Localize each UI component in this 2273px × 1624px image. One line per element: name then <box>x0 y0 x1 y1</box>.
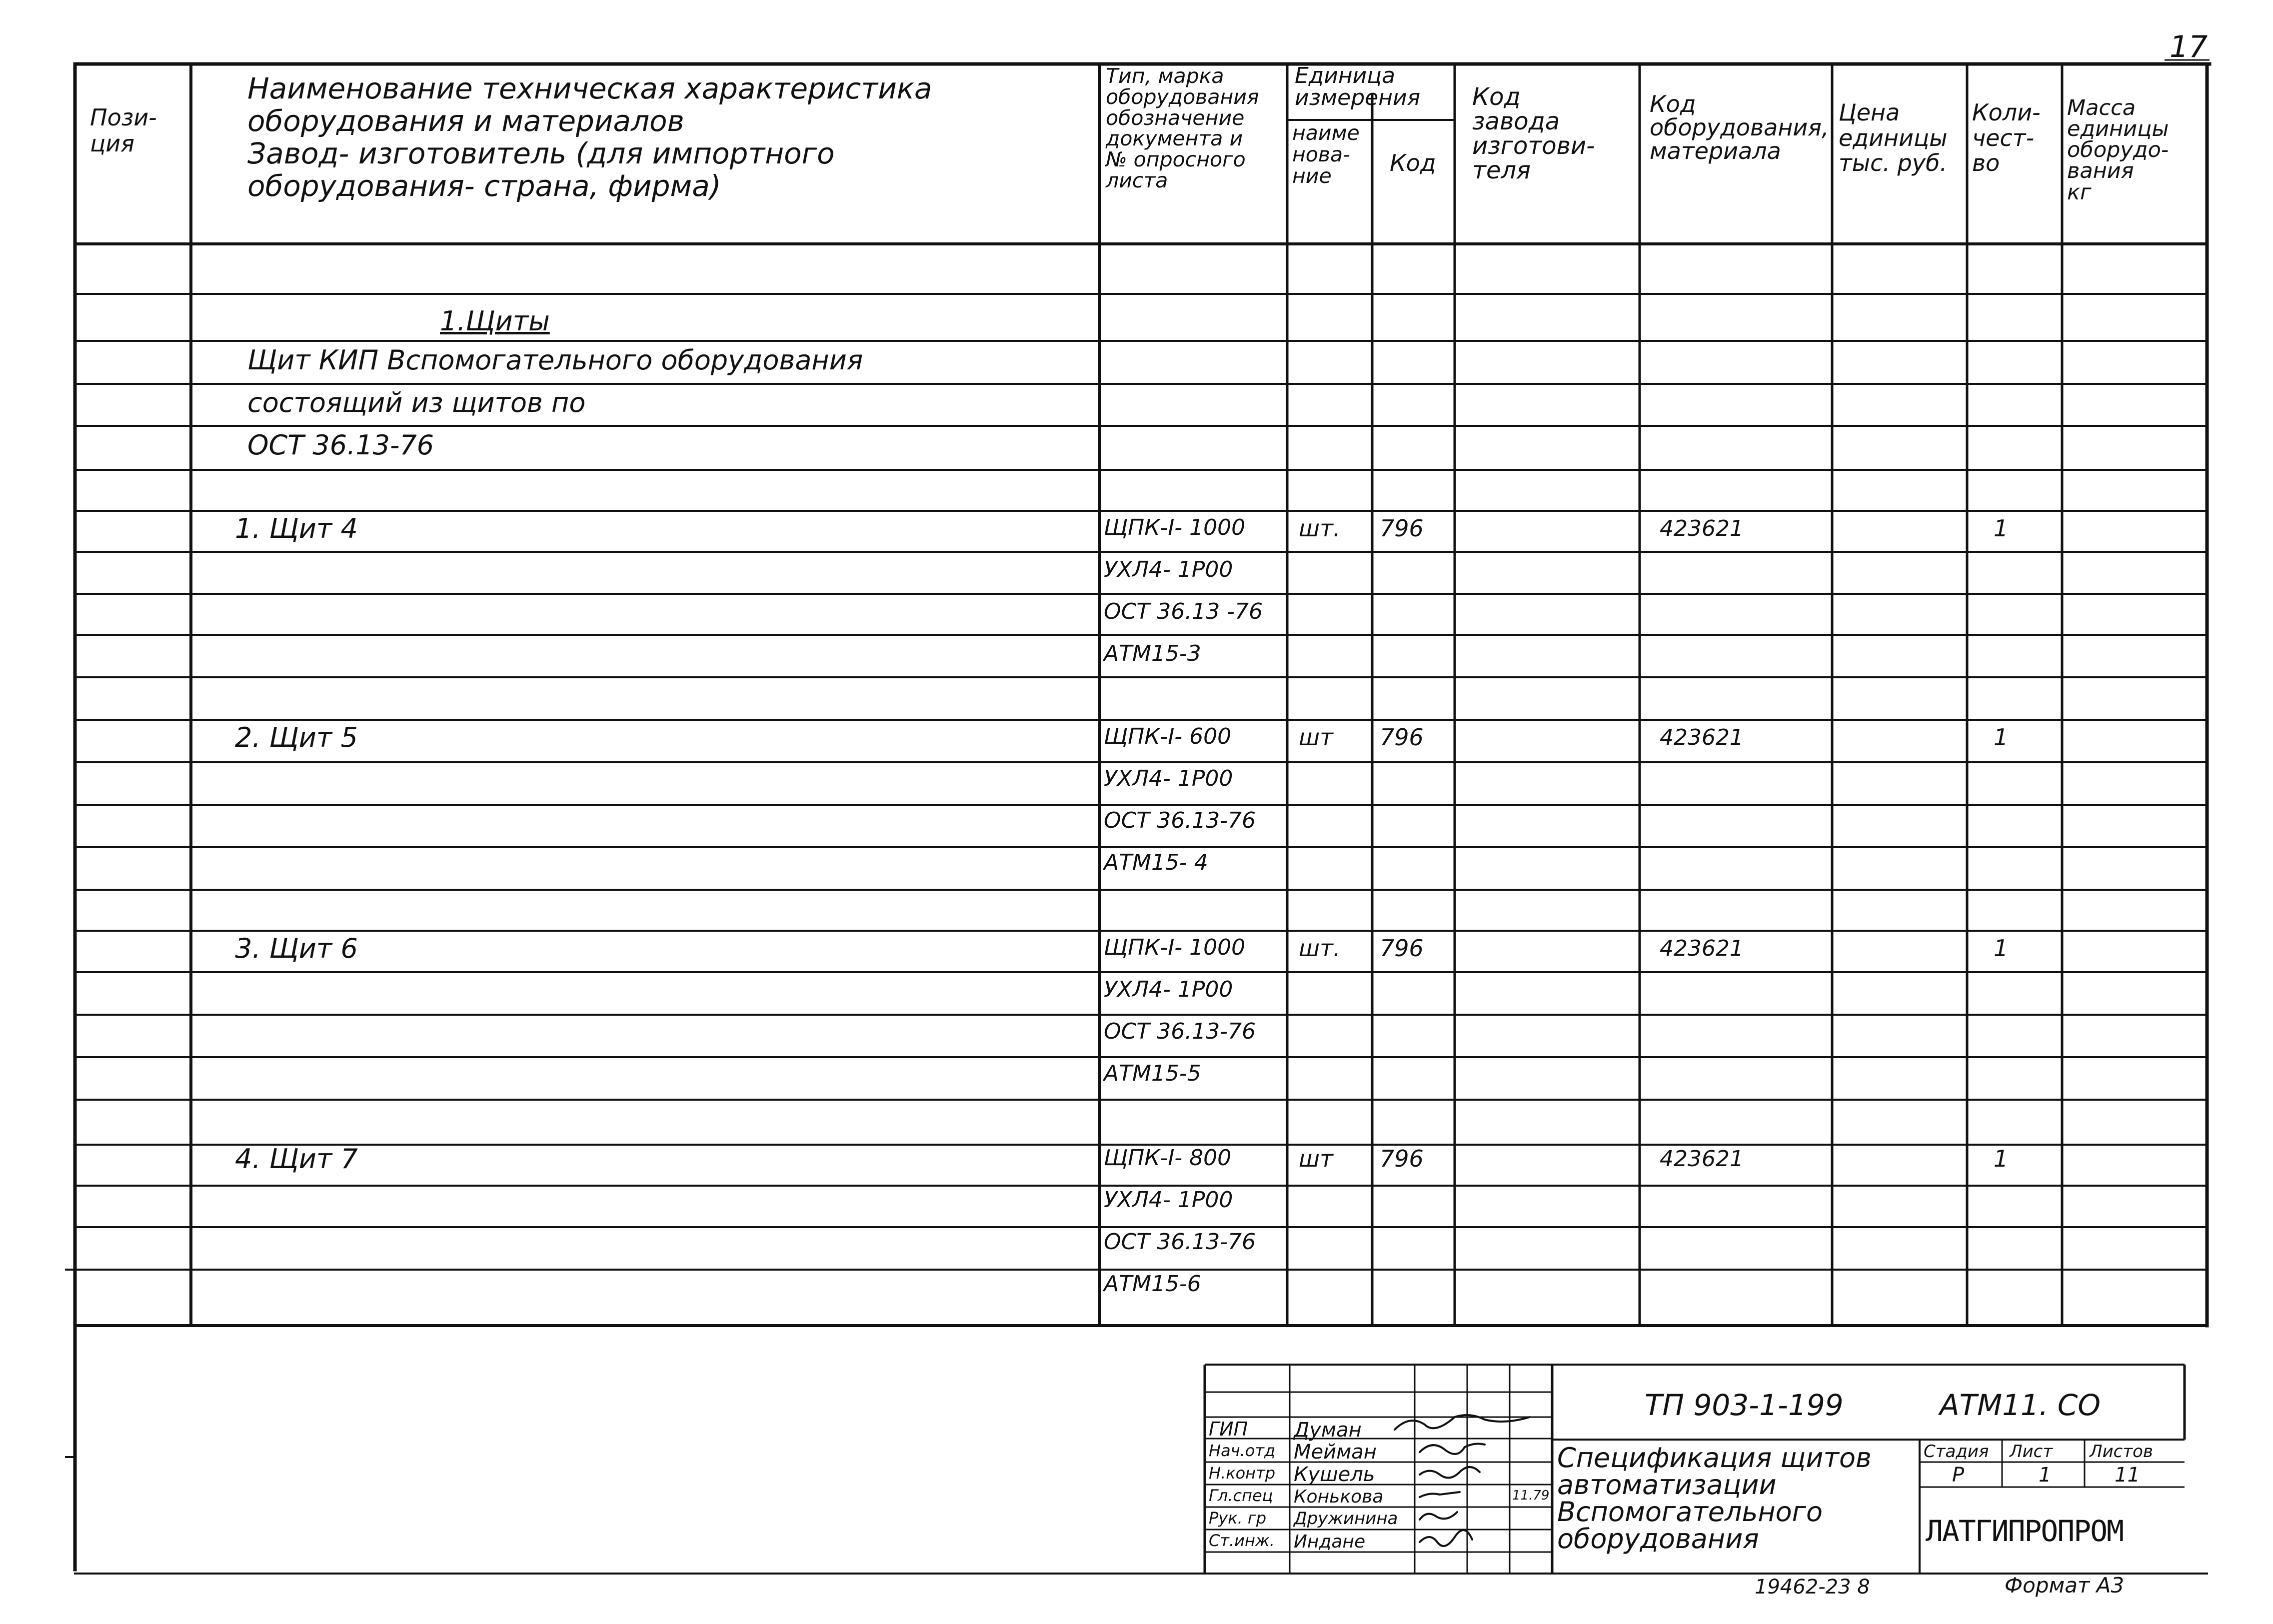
item-type-line: УХЛ4- 1Р00 <box>1104 1187 1233 1213</box>
header-factory-code: Код завода изготови- теля <box>1472 83 1595 184</box>
item-quantity: 1 <box>1994 935 2009 962</box>
item-type-line: ЩПК-I- 1000 <box>1104 515 1246 540</box>
doc-code: ТП 903-1-199 <box>1645 1388 1844 1422</box>
item-type-line: УХЛ4- 1Р00 <box>1104 557 1233 582</box>
signer-name: Дружинина <box>1294 1509 1398 1529</box>
item-unit-code: 796 <box>1380 1145 1424 1172</box>
item-quantity: 1 <box>1994 724 2009 751</box>
item-type-line: АТМ15-3 <box>1104 641 1201 666</box>
doc-title: Спецификация щитов автоматизации Вспомогательного оборудования <box>1557 1442 1872 1555</box>
role-label: Гл.спец <box>1209 1486 1273 1505</box>
item-unit-code: 796 <box>1380 515 1424 542</box>
stage-value: Р <box>1952 1464 1965 1487</box>
item-type-line: ЩПК-I- 1000 <box>1104 935 1246 960</box>
header-unit-code: Код <box>1390 149 1436 176</box>
stage-label: Стадия <box>1924 1442 1989 1462</box>
item-type-line: ОСТ 36.13-76 <box>1104 1019 1256 1044</box>
header-unit-name: наиме нова- ние <box>1292 121 1360 188</box>
signer-name: Индане <box>1294 1532 1366 1552</box>
item-type-line: ОСТ 36.13 -76 <box>1104 599 1263 624</box>
item-type-line: АТМ15- 4 <box>1104 850 1208 875</box>
item-unit-code: 796 <box>1380 935 1424 962</box>
sheets-label: Листов <box>2090 1442 2154 1462</box>
item-type-line: ЩПК-I- 800 <box>1104 1145 1232 1171</box>
doc-mark: АТМ11. СО <box>1940 1388 2101 1422</box>
section-title: 1.Щиты <box>440 305 550 337</box>
item-type-line: АТМ15-5 <box>1104 1061 1201 1086</box>
signer-name: Кушель <box>1294 1463 1375 1486</box>
role-label: Нач.отд <box>1209 1441 1276 1460</box>
role-label: Ст.инж. <box>1209 1531 1275 1550</box>
item-quantity: 1 <box>1994 515 2009 542</box>
item-quantity: 1 <box>1994 1145 2009 1172</box>
section-desc-line: ОСТ 36.13-76 <box>247 429 434 461</box>
section-desc-line: Щит КИП Вспомогательного оборудования <box>247 344 863 376</box>
item-equipment-code: 423621 <box>1660 516 1744 541</box>
item-type-line: АТМ15-6 <box>1104 1271 1201 1297</box>
item-name: 4. Щит 7 <box>235 1143 358 1175</box>
header-name: Наименование техническая характеристика оборудования и материалов Завод- изготовитель (для импортного оборудования- страна, фирма) <box>247 71 932 203</box>
role-label: Н.контр <box>1209 1464 1276 1483</box>
footer-number: 19462-23 8 <box>1755 1576 1870 1599</box>
item-equipment-code: 423621 <box>1660 1146 1744 1172</box>
header-equipment-code: Код оборудования, материала <box>1650 90 1829 164</box>
item-name: 3. Щит 6 <box>235 933 358 964</box>
item-unit: шт <box>1299 1145 1333 1172</box>
header-position: Пози- ция <box>90 104 157 157</box>
organization-name: ЛАТГИПРОПРОМ <box>1926 1514 2124 1548</box>
item-equipment-code: 423621 <box>1660 725 1744 750</box>
role-label: Рук. гр <box>1209 1509 1267 1528</box>
sheet-value: 1 <box>2039 1464 2052 1487</box>
item-name: 1. Щит 4 <box>235 513 358 544</box>
item-type-line: УХЛ4- 1Р00 <box>1104 766 1233 791</box>
signer-name: Мейман <box>1294 1441 1377 1464</box>
item-type-line: ОСТ 36.13-76 <box>1104 808 1256 833</box>
item-unit: шт. <box>1299 515 1341 542</box>
sheet-label: Лист <box>2010 1442 2053 1462</box>
signer-name: Конькова <box>1294 1487 1384 1507</box>
section-desc-line: состоящий из щитов по <box>247 387 586 418</box>
item-unit: шт <box>1299 724 1333 751</box>
header-unit-group: Единица измерения <box>1295 63 1421 110</box>
role-label: ГИП <box>1209 1418 1248 1440</box>
item-unit-code: 796 <box>1380 724 1424 751</box>
signer-name: Думан <box>1294 1419 1362 1442</box>
sheets-value: 11 <box>2115 1464 2140 1487</box>
item-type-line: ЩПК-I- 600 <box>1104 724 1232 749</box>
page-number: 17 <box>2170 29 2208 64</box>
header-mass: Масса единицы оборудо- вания кг <box>2067 95 2169 205</box>
signature-date: 11.79 <box>1512 1488 1550 1503</box>
header-type: Тип, марка оборудования обозначение документа и № опросного листа <box>1106 64 1259 193</box>
item-type-line: ОСТ 36.13-76 <box>1104 1229 1256 1255</box>
header-quantity: Коли- чест- во <box>1972 99 2041 177</box>
item-name: 2. Щит 5 <box>235 722 358 753</box>
item-equipment-code: 423621 <box>1660 936 1744 961</box>
item-type-line: УХЛ4- 1Р00 <box>1104 977 1233 1002</box>
item-unit: шт. <box>1299 935 1341 962</box>
format-label: Формат А3 <box>2005 1573 2125 1598</box>
header-price: Цена единицы тыс. руб. <box>1839 99 1948 177</box>
